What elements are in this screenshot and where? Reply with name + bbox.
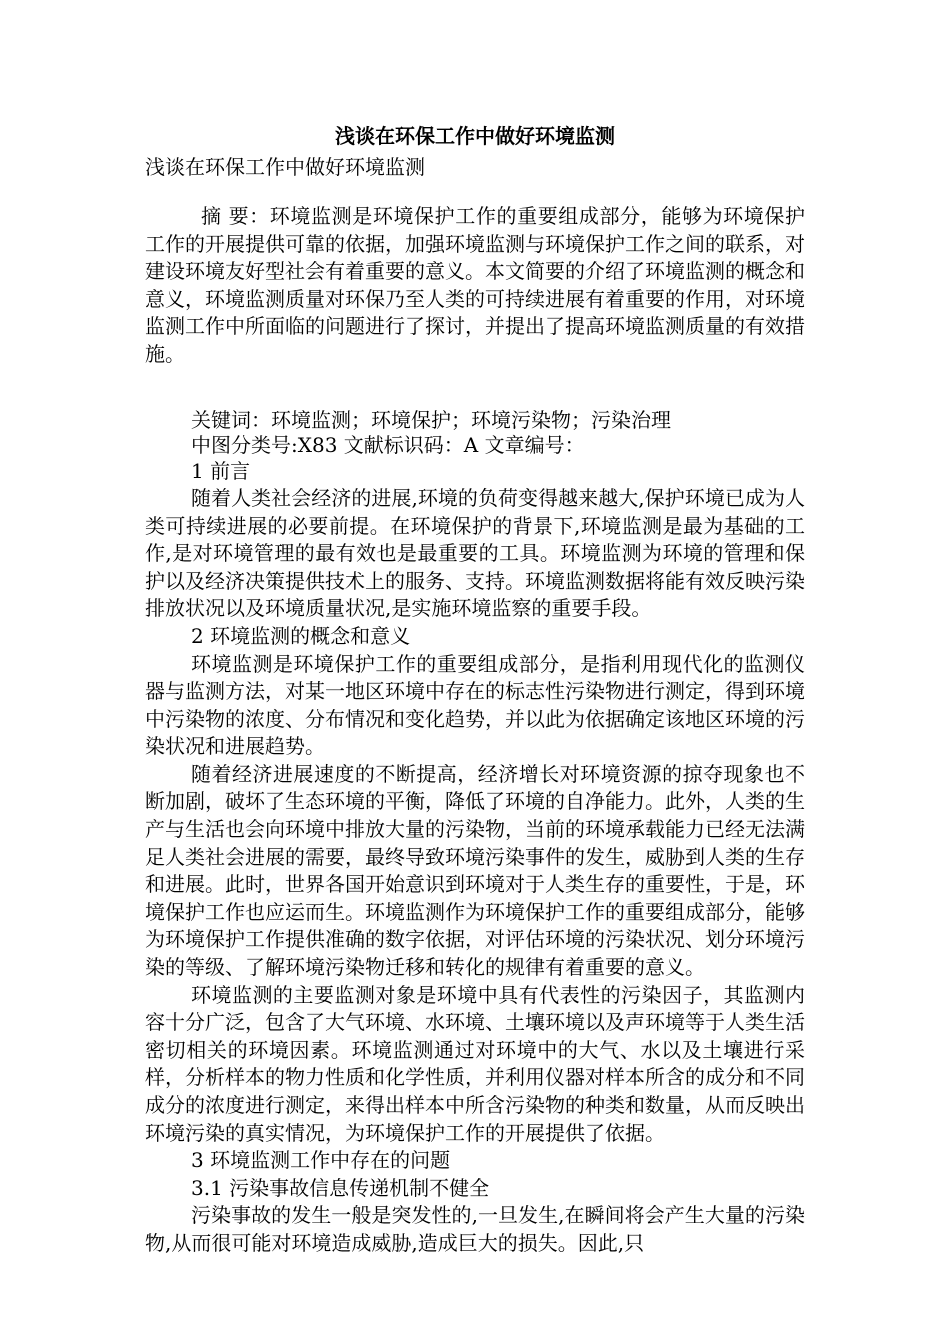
section2-paragraph-2: 随着经济进展速度的不断提高，经济增长对环境资源的掠夺现象也不断加剧，破坏了生态环境的平衡，降低了环境的自净能力。此外，人类的生产与生活也会向环境中排放大量的污染物，当前的环境承载能力已经无法满足人类社会进展的需要，最终导致环境污染事件的发生，威胁到人类的生存和进展。此时，世界各国开始意识到环境对于人类生存的重要性，于是，环境保护工作也应运而生。环境监测作为环境保护工作的重要组成部分，能够为环境保护工作提供准确的数字依据，对评估环境的污染状况、划分环境污染的等级、了解环境污染物迁移和转化的规律有着重要的意义。: [145, 761, 805, 980]
document-title: 浅谈在环保工作中做好环境监测: [335, 124, 615, 148]
section-heading-1: 1 前言: [191, 459, 251, 484]
section-heading-3-1: 3.1 污染事故信息传递机制不健全: [191, 1175, 490, 1200]
section2-paragraph-3: 环境监测的主要监测对象是环境中具有代表性的污染因子，其监测内容十分广泛，包含了大气环境、水环境、土壤环境以及声环境等于人类生活密切相关的环境因素。环境监测通过对环境中的大气、水以及土壤进行采样，分析样本的物力性质和化学性质，并利用仪器对样本所含的成分和不同成分的浓度进行测定，来得出样本中所含污染物的种类和数量，从而反映出环境污染的真实情况，为环境保护工作的开展提供了依据。: [145, 982, 805, 1145]
section2-paragraph-1: 环境监测是环境保护工作的重要组成部分，是指利用现代化的监测仪器与监测方法，对某一地区环境中存在的标志性污染物进行测定，得到环境中污染物的浓度、分布情况和变化趋势，并以此为依据确定该地区环境的污染状况和进展趋势。: [145, 651, 805, 759]
abstract-paragraph: 摘 要：环境监测是环境保护工作的重要组成部分，能够为环境保护工作的开展提供可靠的依据，加强环境监测与环境保护工作之间的联系，对建设环境友好型社会有着重要的意义。本文简要的介绍了环境监测的概念和意义，环境监测质量对环保乃至人类的可持续进展有着重要的作用，对环境监测工作中所面临的问题进行了探讨，并提出了提高环境监测质量的有效措施。: [145, 204, 805, 366]
section1-paragraph-1: 随着人类社会经济的进展,环境的负荷变得越来越大,保护环境已成为人类可持续进展的必要前提。在环境保护的背景下,环境监测是最为基础的工作,是对环境管理的最有效也是最重要的工具。环境监测为环境的管理和保护以及经济决策提供技术上的服务、支持。环境监测数据将能有效反映污染排放状况以及环境质量状况,是实施环境监察的重要手段。: [145, 485, 805, 621]
keywords-line: 关键词：环境监测；环境保护；环境污染物；污染治理: [191, 407, 671, 432]
classification-line: 中图分类号:X83 文献标识码：A 文章编号：: [191, 433, 585, 458]
metadata-block: [145, 408, 805, 485]
section-heading-3: 3 环境监测工作中存在的问题: [191, 1148, 451, 1173]
section-heading-2: 2 环境监测的概念和意义: [191, 623, 411, 648]
document-subtitle: 浅谈在环保工作中做好环境监测: [145, 155, 425, 179]
section3-1-paragraph-1: 污染事故的发生一般是突发性的,一旦发生,在瞬间将会产生大量的污染物,从而很可能对环境造成威胁,造成巨大的损失。因此,只: [145, 1203, 805, 1255]
document-page: [145, 120, 805, 1258]
